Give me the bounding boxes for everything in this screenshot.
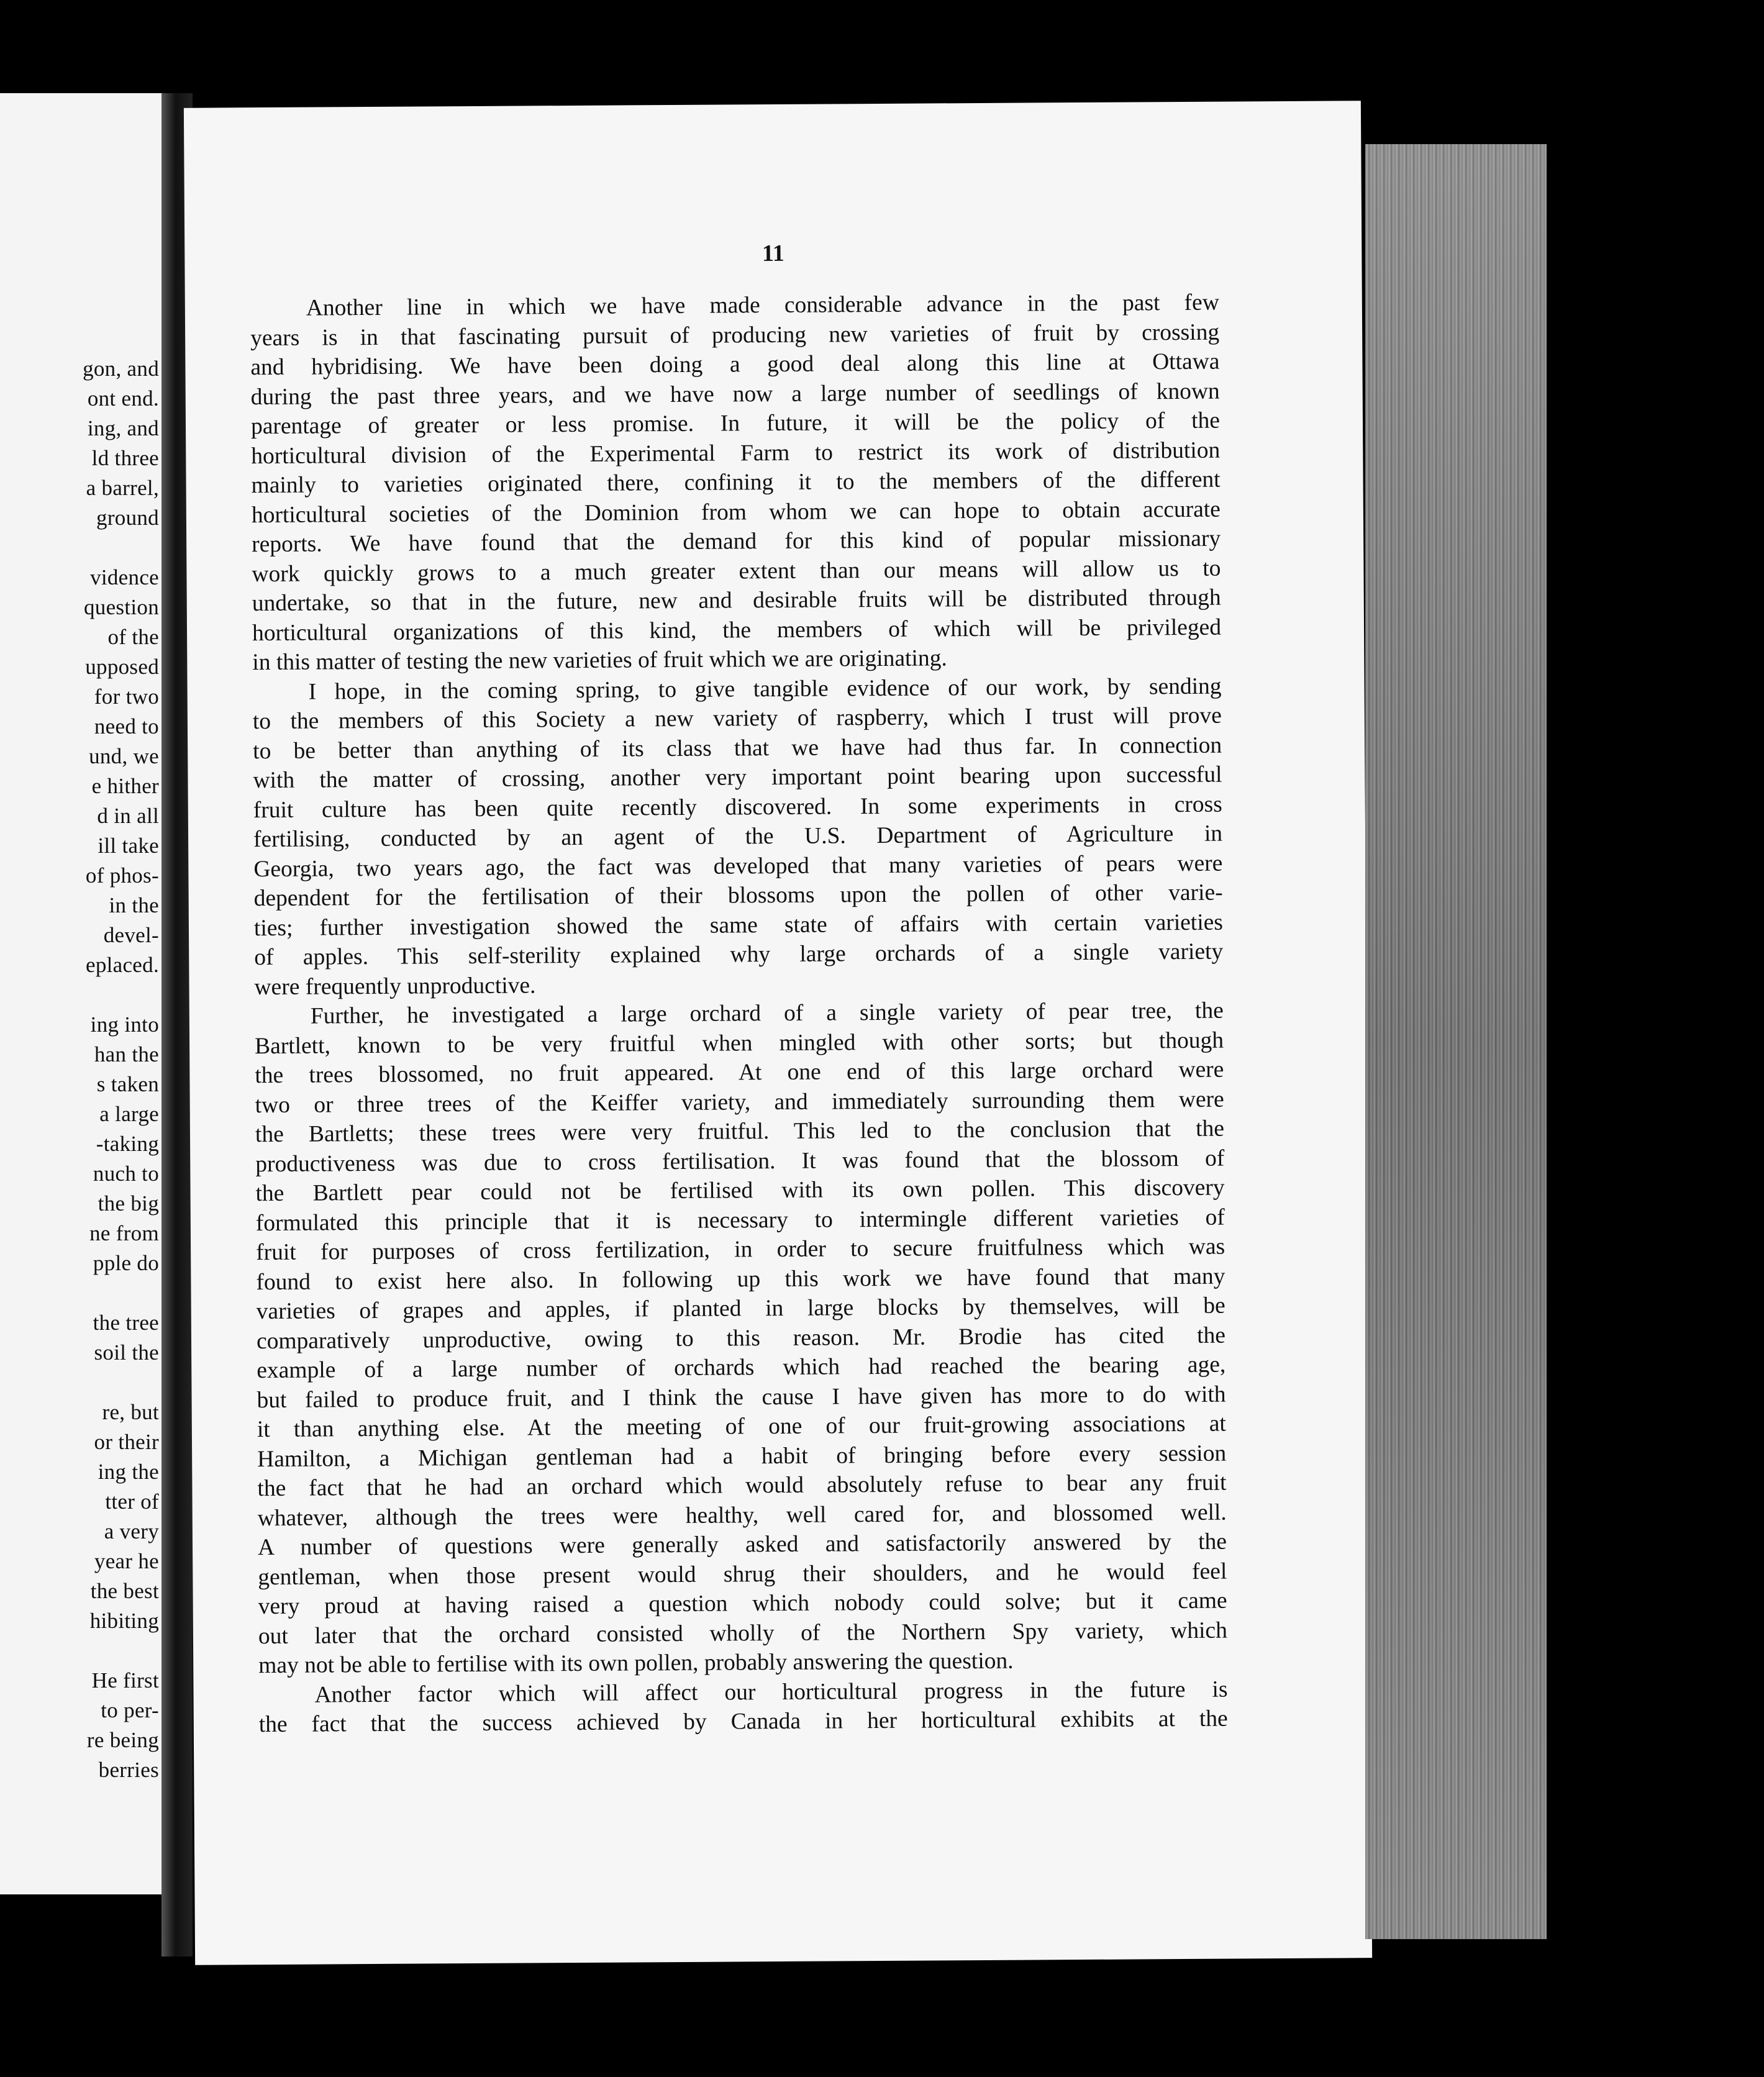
text-fragment: ground bbox=[96, 506, 159, 530]
text-fragment: d in all bbox=[97, 804, 159, 828]
text-line: two or three trees of the Keiffer variety, and immediately surrounding them were bbox=[255, 1086, 1224, 1118]
blank-line bbox=[0, 980, 159, 1010]
text-line: of apples. This self-sterility explained why large orchards of a single variety bbox=[254, 939, 1224, 971]
text-line: horticultural organizations of this kind, the members of which will be privileged bbox=[252, 614, 1222, 646]
main-page bbox=[184, 101, 1372, 1965]
text-fragment: nuch to bbox=[93, 1161, 159, 1186]
text-fragment: s taken bbox=[96, 1072, 159, 1096]
text-fragment: ont end. bbox=[87, 386, 159, 411]
text-fragment: han the bbox=[94, 1042, 159, 1066]
text-fragment: of phos- bbox=[85, 863, 159, 888]
text-fragment: ing, and bbox=[87, 416, 159, 440]
page-number: 11 bbox=[762, 240, 784, 267]
text-fragment: of the bbox=[107, 625, 159, 649]
text-fragment: ing the bbox=[98, 1460, 159, 1484]
text-fragment: ne from bbox=[89, 1221, 159, 1245]
text-fragment: devel- bbox=[103, 923, 159, 947]
text-line: were frequently unproductive. bbox=[254, 972, 536, 1000]
text-fragment: gon, and bbox=[83, 357, 159, 381]
text-fragment: year he bbox=[94, 1549, 159, 1573]
text-fragment: re, but bbox=[102, 1400, 159, 1424]
text-fragment: e hither bbox=[91, 774, 159, 798]
text-line: Another factor which will affect our horticultural progress in the future is bbox=[314, 1676, 1228, 1708]
text-line: comparatively unproductive, owing to this reason. Mr. Brodie has cited the bbox=[256, 1322, 1226, 1354]
text-line: horticultural division of the Experimental Farm to restrict its work of distribution bbox=[251, 437, 1221, 469]
text-fragment: eplaced. bbox=[85, 953, 159, 977]
text-line: mainly to varieties originated there, confining it to the members of the different bbox=[251, 466, 1221, 499]
book-page-edges bbox=[1365, 144, 1547, 1939]
text-fragment: tter of bbox=[105, 1489, 159, 1514]
text-fragment: ing into bbox=[90, 1012, 159, 1037]
text-fragment: ld three bbox=[91, 446, 159, 470]
text-line: it than anything else. At the meeting of one of our fruit-growing associations at bbox=[257, 1411, 1226, 1443]
text-fragment: or their bbox=[94, 1430, 159, 1454]
text-fragment: re being bbox=[86, 1728, 159, 1752]
text-fragment: question bbox=[83, 595, 159, 619]
text-fragment: -taking bbox=[96, 1132, 159, 1156]
text-line: whatever, although the trees were healthy, well cared for, and blossomed well. bbox=[257, 1499, 1227, 1531]
text-line: fruit culture has been quite recently discovered. In some experiments in cross bbox=[253, 791, 1222, 823]
text-fragment: a very bbox=[104, 1519, 159, 1543]
text-line: with the matter of crossing, another very important point bearing upon successful bbox=[253, 761, 1222, 794]
blank-line bbox=[0, 533, 159, 563]
text-fragment: upposed bbox=[85, 655, 159, 679]
text-line: productiveness was due to cross fertilisation. It was found that the blossom of bbox=[255, 1145, 1225, 1177]
text-fragment: for two bbox=[94, 684, 159, 709]
text-line: A number of questions were generally asked and satisfactorily answered by the bbox=[257, 1529, 1227, 1561]
text-line: horticultural societies of the Dominion from whom we can hope to obtain accurate bbox=[251, 496, 1221, 528]
text-line: dependent for the fertilisation of their blossoms upon the pollen of other varie- bbox=[253, 879, 1223, 912]
text-line: may not be able to fertilise with its own pollen, probably answering the question. bbox=[258, 1648, 1014, 1679]
text-line: formulated this principle that it is necessary to intermingle different varieties of bbox=[255, 1204, 1225, 1236]
text-fragment: to per- bbox=[101, 1698, 159, 1722]
text-line: out later that the orchard consisted wholly of the Northern Spy variety, which bbox=[258, 1617, 1228, 1649]
text-line: the fact that he had an orchard which would absolutely refuse to bear any fruit bbox=[257, 1470, 1227, 1502]
text-fragment: hibiting bbox=[89, 1609, 159, 1633]
text-line: varieties of grapes and apples, if planted in large blocks by themselves, will be bbox=[256, 1293, 1225, 1325]
page-body-text bbox=[250, 288, 1228, 1740]
text-fragment: und, we bbox=[89, 744, 159, 768]
text-line: parentage of greater or less promise. In future, it will be the policy of the bbox=[250, 407, 1221, 440]
text-line: the trees blossomed, no fruit appeared. At one end of this large orchard were bbox=[255, 1057, 1224, 1089]
text-line: undertake, so that in the future, new and desirable fruits will be distributed through bbox=[252, 584, 1221, 617]
text-line: ties; further investigation showed the same state of affairs with certain varieties bbox=[253, 909, 1224, 941]
text-fragment: soil the bbox=[94, 1340, 159, 1365]
text-fragment: ill take bbox=[98, 834, 159, 858]
text-line: in this matter of testing the new varieties of fruit which we are originating. bbox=[252, 645, 947, 676]
text-line: but failed to produce fruit, and I think the cause I have given has more to do with bbox=[257, 1381, 1226, 1413]
previous-page-edge bbox=[0, 93, 173, 1894]
text-line: Bartlett, known to be very fruitful when mingled with other sorts; but though bbox=[254, 1027, 1224, 1059]
text-line: to the members of this Society a new variety of raspberry, which I trust will prove bbox=[252, 702, 1222, 735]
text-line: reports. We have found that the demand for this kind of popular missionary bbox=[252, 525, 1221, 558]
text-line: example of a large number of orchards which had reached the bearing age, bbox=[257, 1352, 1226, 1384]
text-line: found to exist here also. In following up this work we have found that many bbox=[256, 1263, 1225, 1295]
text-line: fertilising, conducted by an agent of the U.S. Department of Agriculture in bbox=[253, 820, 1223, 853]
text-fragment: need to bbox=[94, 714, 159, 739]
text-line: years is in that fascinating pursuit of producing new varieties of fruit by crossing bbox=[250, 319, 1220, 351]
blank-line bbox=[0, 1636, 159, 1666]
text-fragment: a large bbox=[99, 1102, 159, 1126]
previous-page-text-fragments bbox=[0, 354, 159, 1785]
text-line: work quickly grows to a much greater extent than our means will allow us to bbox=[252, 555, 1221, 587]
text-line: Further, he investigated a large orchard of a single variety of pear tree, the bbox=[310, 998, 1224, 1029]
text-fragment: vidence bbox=[90, 565, 159, 589]
text-line: the fact that the success achieved by Canada in her horticultural exhibits at the bbox=[258, 1706, 1228, 1738]
blank-line bbox=[0, 1278, 159, 1308]
blank-line bbox=[0, 1368, 159, 1398]
text-line: I hope, in the coming spring, to give tangible evidence of our work, by sending bbox=[308, 673, 1222, 705]
text-fragment: the big bbox=[98, 1191, 159, 1216]
text-line: Hamilton, a Michigan gentleman had a habit of bringing before every session bbox=[257, 1440, 1227, 1472]
text-line: and hybridising. We have been doing a good deal along this line at Ottawa bbox=[250, 348, 1220, 381]
text-line: Georgia, two years ago, the fact was developed that many varieties of pears were bbox=[253, 850, 1223, 882]
text-line: during the past three years, and we have now a large number of seedlings of known bbox=[250, 378, 1220, 410]
text-line: the Bartletts; these trees were very fruitful. This led to the conclusion that the bbox=[255, 1116, 1225, 1148]
text-line: Another line in which we have made considerable advance in the past few bbox=[306, 289, 1219, 321]
text-fragment: berries bbox=[98, 1758, 159, 1782]
text-fragment: He first bbox=[91, 1668, 159, 1693]
text-line: to be better than anything of its class that we have had thus far. In connection bbox=[253, 732, 1222, 764]
text-line: very proud at having raised a question which nobody could solve; but it came bbox=[258, 1588, 1227, 1620]
text-fragment: a barrel, bbox=[86, 476, 159, 500]
text-fragment: the best bbox=[90, 1579, 159, 1603]
text-line: the Bartlett pear could not be fertilised with its own pollen. This discovery bbox=[255, 1175, 1225, 1207]
text-line: gentleman, when those present would shrug their shoulders, and he would feel bbox=[258, 1558, 1227, 1590]
text-line: fruit for purposes of cross fertilization, in order to secure fruitfulness which was bbox=[256, 1234, 1225, 1266]
text-fragment: in the bbox=[109, 893, 159, 917]
text-fragment: the tree bbox=[93, 1311, 159, 1335]
text-fragment: pple do bbox=[93, 1251, 159, 1275]
